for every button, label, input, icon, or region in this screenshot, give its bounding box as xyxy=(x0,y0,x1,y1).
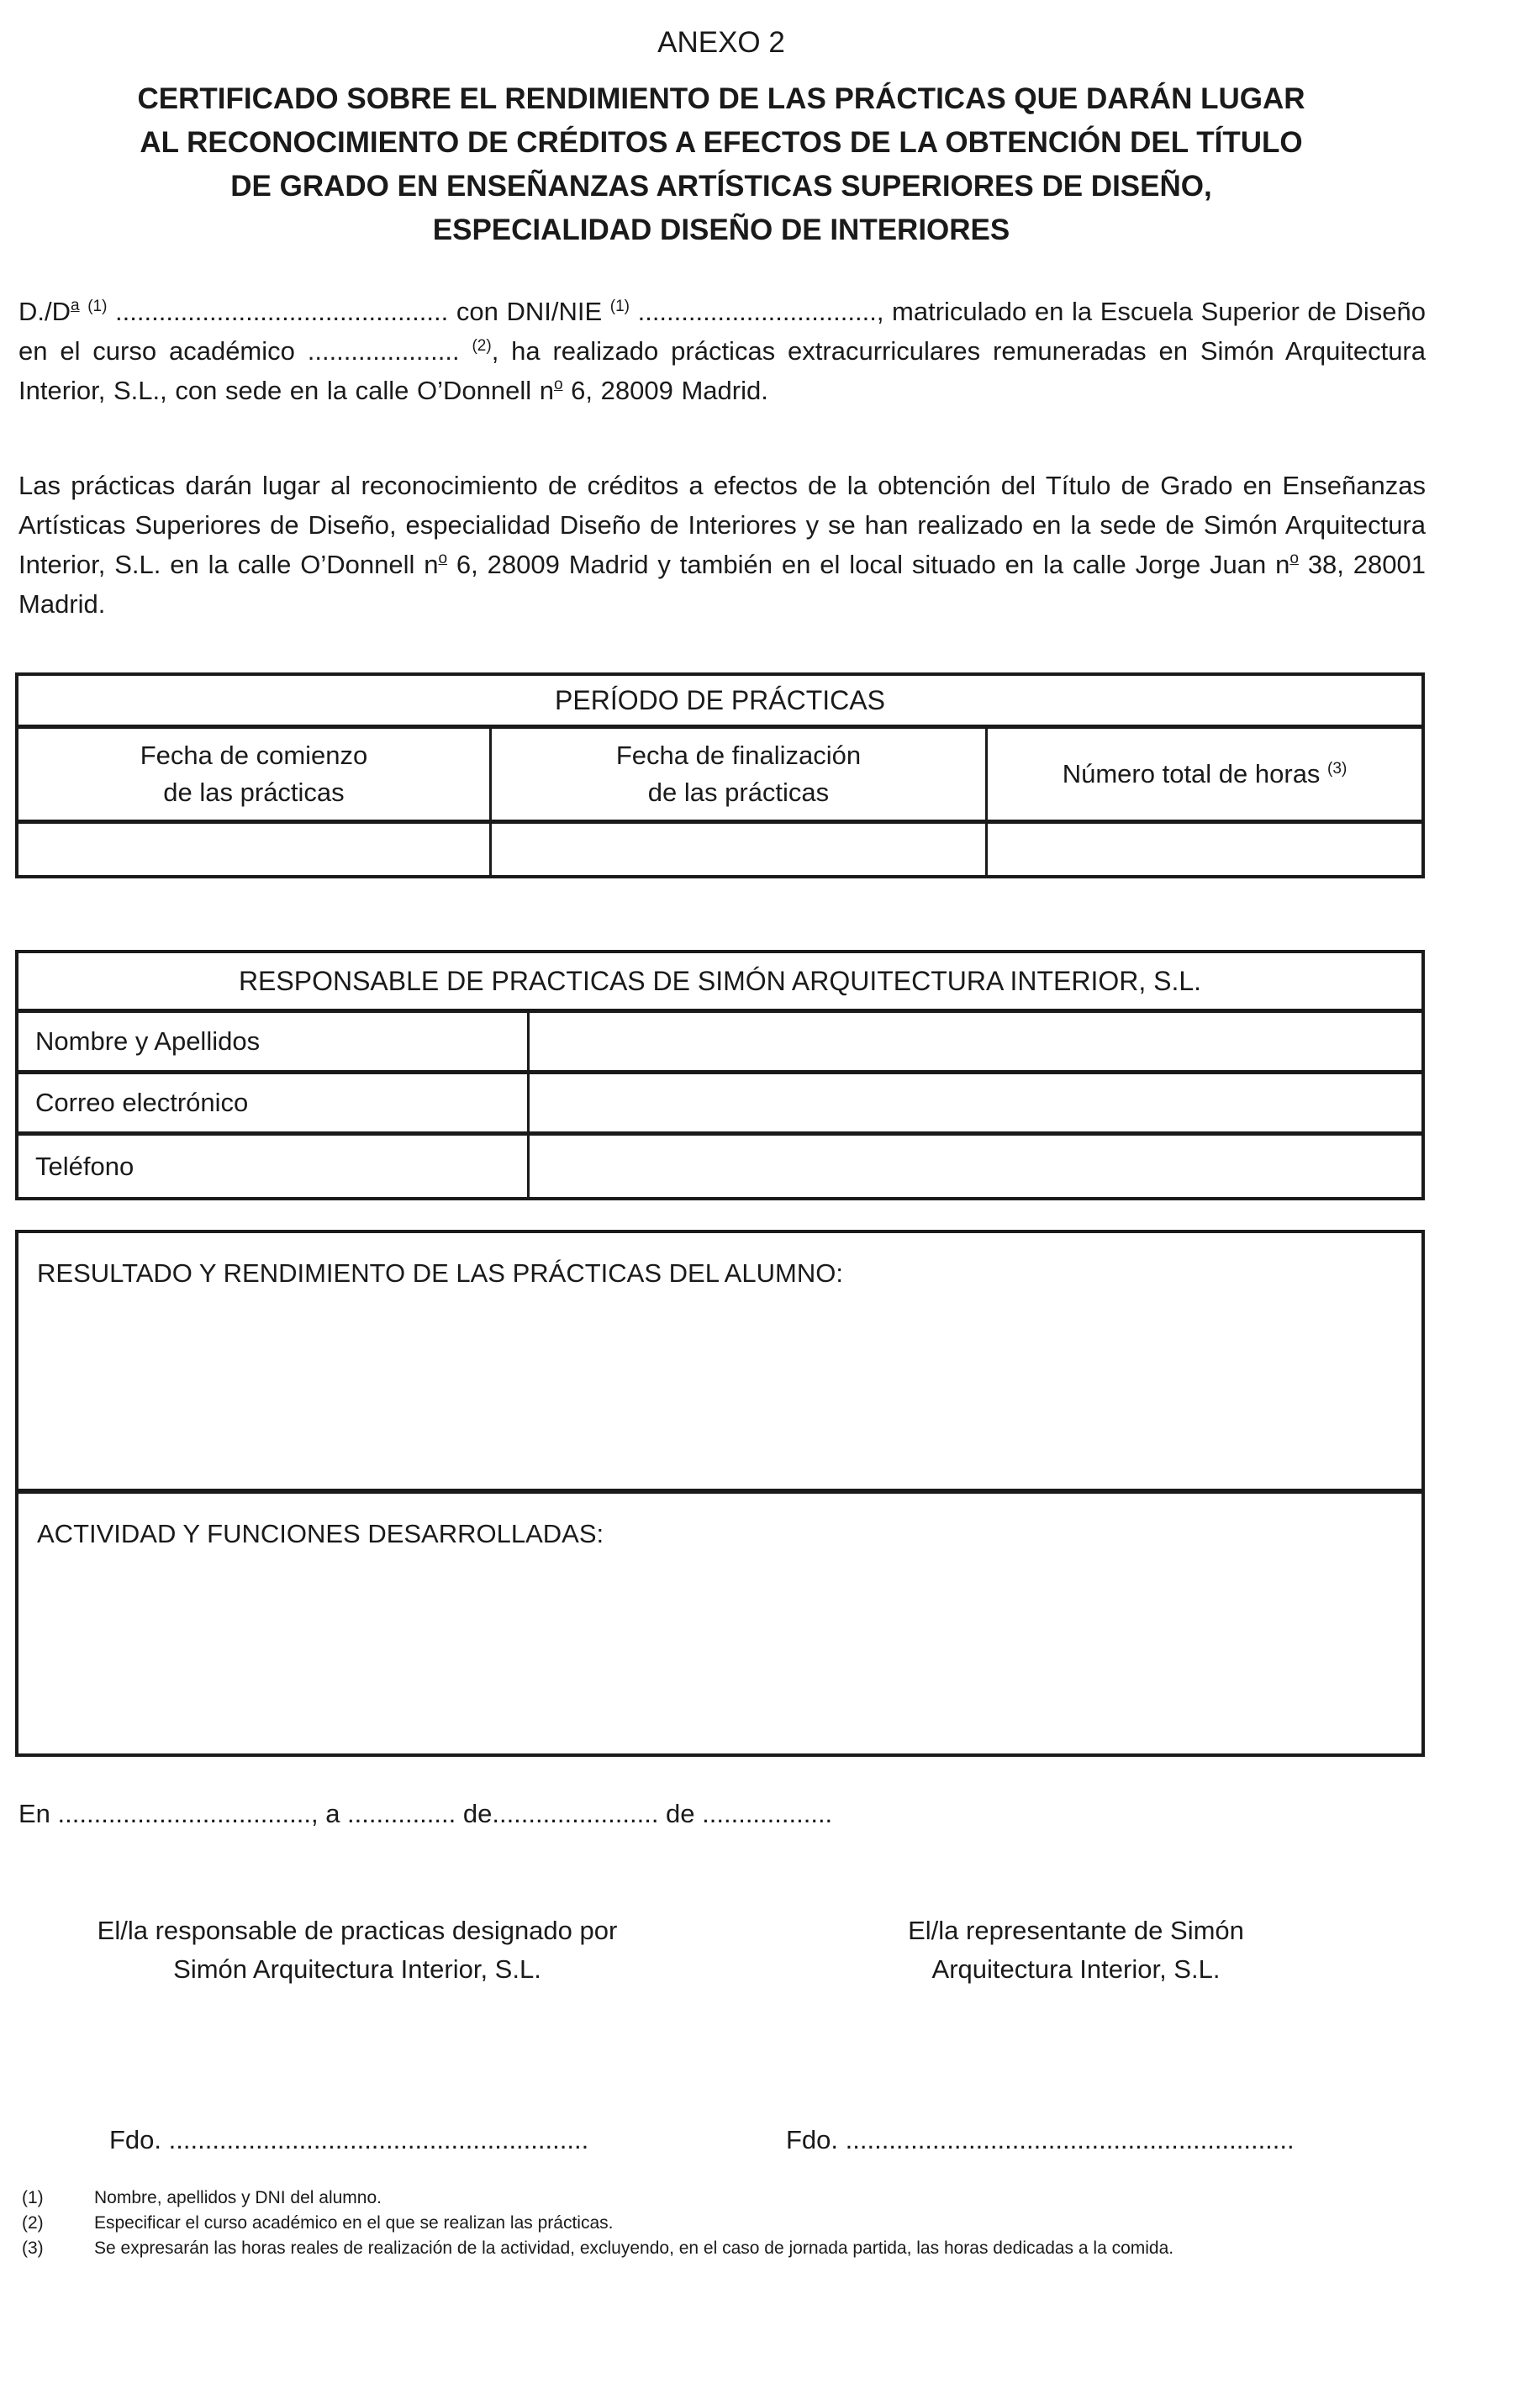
table-row xyxy=(18,1013,1421,1074)
period-table-header-row xyxy=(18,729,1421,824)
result-label: RESULTADO Y RENDIMIENTO DE LAS PRÁCTICAS DEL ALUMNO: xyxy=(37,1258,843,1288)
scope-text: 38, 28001 Madrid. xyxy=(18,550,1426,619)
ordinal-o: o xyxy=(438,550,448,567)
intro-paragraph xyxy=(18,292,1426,410)
title-line: ESPECIALIDAD DISEÑO DE INTERIORES xyxy=(432,214,1010,246)
date-line: En ..................................., a ............... de....................... de .................. xyxy=(18,1799,833,1828)
result-input-area[interactable] xyxy=(18,1233,1421,1494)
footnote-number: (3) xyxy=(22,2238,44,2258)
ordinal-o: o xyxy=(1289,550,1299,567)
ordinal-a: a xyxy=(71,297,80,314)
table-row xyxy=(18,1074,1421,1136)
supervisor-table xyxy=(15,950,1425,1200)
scope-paragraph xyxy=(18,466,1426,624)
email-label: Correo electrónico xyxy=(18,1074,530,1131)
footnotes xyxy=(22,2186,1451,2261)
total-hours-header: Número total de horas $^{(3)}$ xyxy=(1062,759,1348,788)
footnote-text: Nombre, apellidos y DNI del alumno. xyxy=(94,2188,382,2207)
scope-text: 6, 28009 Madrid y también en el local situado en la calle Jorge Juan n xyxy=(447,550,1290,579)
intro-text: 6, 28009 Madrid. xyxy=(562,376,768,405)
footnote-3 xyxy=(22,2236,1451,2261)
ordinal-o: o xyxy=(553,376,563,393)
period-table-title: PERÍODO DE PRÁCTICAS xyxy=(18,676,1421,729)
footnote-text: Se expresarán las horas reales de realización de la actividad, excluyendo, en el caso de jornada partida, las horas dedicadas a la comida. xyxy=(94,2238,1174,2258)
total-hours-cell[interactable] xyxy=(988,824,1421,875)
signature-block-representative: El/la representante de Simón Arquitectura Interior, S.L. xyxy=(908,1916,1244,1984)
email-value-cell[interactable] xyxy=(530,1074,1421,1131)
table-row xyxy=(18,1136,1421,1197)
footnote-1 xyxy=(22,2186,1451,2211)
intro-text: ................................., matriculado en la Escuela Superior de Diseño en el curso académico ..................... xyxy=(18,297,1427,366)
footnote-number: (1) xyxy=(22,2188,44,2207)
phone-value-cell[interactable] xyxy=(530,1136,1421,1197)
end-date-header: Fecha de finalización de las prácticas xyxy=(489,729,988,820)
title-line: CERTIFICADO SOBRE EL RENDIMIENTO DE LAS PRÁCTICAS QUE DARÁN LUGAR xyxy=(137,82,1305,115)
activity-input-area[interactable] xyxy=(18,1494,1421,1748)
start-date-header: Fecha de comienzo de las prácticas xyxy=(140,741,368,807)
end-date-cell[interactable] xyxy=(489,824,988,875)
footnote-ref-2: (2) xyxy=(472,337,492,355)
title-line: DE GRADO EN ENSEÑANZAS ARTÍSTICAS SUPERIORES DE DISEÑO, xyxy=(230,170,1212,203)
activity-label: ACTIVIDAD Y FUNCIONES DESARROLLADAS: xyxy=(37,1519,604,1548)
intro-text: , ha realizado prácticas extracurriculares remuneradas en Simón Arquitectura Interior, S.L., con sede en la calle O’Donnell n xyxy=(18,336,1426,405)
footnote-text: Especificar el curso académico en el que se realizan las prácticas. xyxy=(94,2213,614,2233)
name-label: Nombre y Apellidos xyxy=(18,1013,530,1070)
footnote-2 xyxy=(22,2211,1451,2236)
period-table-value-row xyxy=(18,824,1421,875)
start-date-cell[interactable] xyxy=(18,824,489,875)
document-title xyxy=(18,77,1424,252)
footnote-ref-1: (1) xyxy=(609,298,630,315)
signed-line-representative: Fdo. .............................................................. xyxy=(786,2125,1295,2154)
assessment-box xyxy=(15,1230,1425,1757)
signature-block-responsible: El/la responsable de practicas designado por Simón Arquitectura Interior, S.L. xyxy=(97,1916,618,1984)
signed-line-responsible: Fdo. .......................................................... xyxy=(109,2125,589,2154)
footnote-ref-3: (3) xyxy=(1327,760,1348,778)
intro-text: .............................................. con DNI/NIE xyxy=(107,297,610,326)
scope-text: Las prácticas darán lugar al reconocimiento de créditos a efectos de la obtención del Título de Grado en Enseñanzas Artísticas Superiores de Diseño, especialidad Diseño de Interiores y se han realizado en la sede de Simón Arquitectura Interior, S.L. en la calle O’Donnell n xyxy=(18,471,1426,579)
footnote-ref-1: (1) xyxy=(87,298,108,315)
practice-period-table xyxy=(15,672,1425,878)
phone-label: Teléfono xyxy=(18,1136,530,1197)
annex-label: ANEXO 2 xyxy=(657,26,785,59)
title-line: AL RECONOCIMIENTO DE CRÉDITOS A EFECTOS DE LA OBTENCIÓN DEL TÍTULO xyxy=(140,126,1303,159)
supervisor-table-title: RESPONSABLE DE PRACTICAS DE SIMÓN ARQUITECTURA INTERIOR, S.L. xyxy=(18,953,1421,1013)
name-value-cell[interactable] xyxy=(530,1013,1421,1070)
intro-text: D./D xyxy=(18,297,71,326)
footnote-number: (2) xyxy=(22,2213,44,2233)
